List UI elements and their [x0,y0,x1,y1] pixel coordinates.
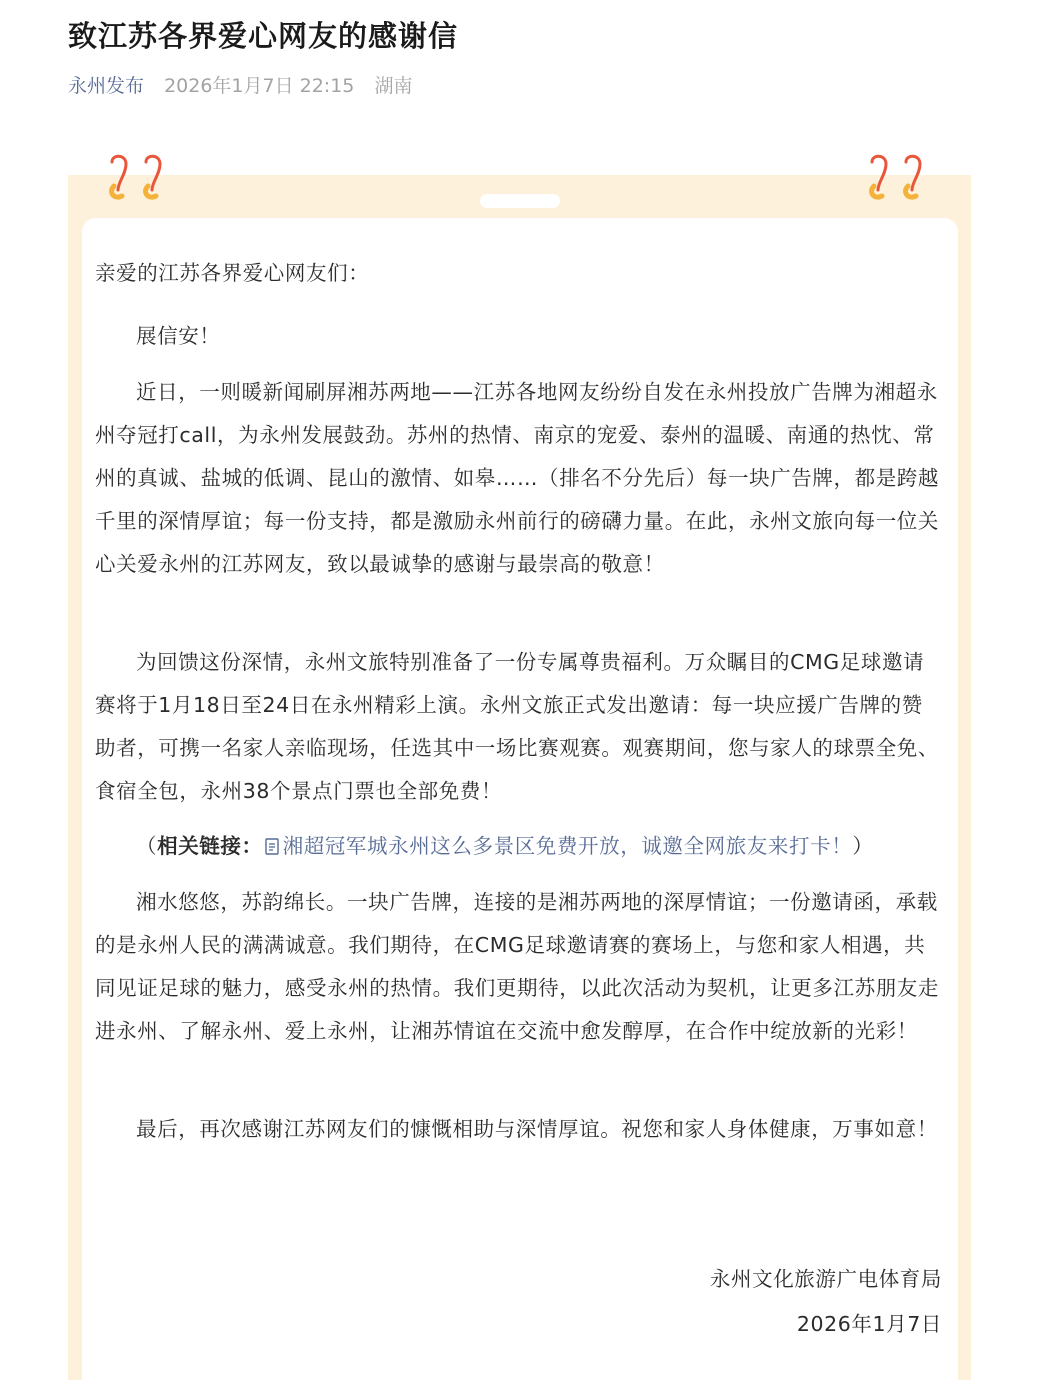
related-label: 相关链接： [157,834,263,858]
signature-org: 永州文化旅游广电体育局 [709,1267,942,1291]
paragraph-2: 为回馈这份深情，永州文旅特别准备了一份专属尊贵福利。万众瞩目的CMG足球邀请赛将于1月18日至24日在永州精彩上演。永州文旅正式发出邀请：每一块应援广告牌的赞助者，可携一名家人亲临现场，任选其中一场比赛观赛。观赛期间，您与家人的球票全免、食宿全包，永州38个景点门票也全部免费！ [95,650,939,803]
related-open-paren: （ [136,834,158,858]
related-article-link[interactable]: 湘超冠军城永州这么多景区免费开放，诚邀全网旅友来打卡！ [282,834,853,858]
author-link[interactable]: 永州发布 [68,75,145,97]
paragraph-4: 最后，再次感谢江苏网友们的慷慨相助与深情厚谊。祝您和家人身体健康，万事如意！ [136,1117,938,1141]
paragraph-1: 近日，一则暖新闻刷屏湘苏两地——江苏各地网友纷纷自发在永州投放广告牌为湘超永州夺冠打call，为永州发展鼓劲。苏州的热情、南京的宠爱、泰州的温暖、南通的热忱、常州的真诚、盐城的低调、昆山的激情、如皋……（排名不分先后）每一块广告牌，都是跨越千里的深情厚谊；每一份支持，都是激励永州前行的磅礴力量。在此，永州文旅向每一位关心关爱永州的江苏网友，致以最诚挚的感谢与最崇高的敬意！ [95,380,939,576]
article-meta [68,71,412,98]
related-link-line [95,825,943,868]
publish-location: 湖南 [374,75,413,97]
frame-notch [480,194,560,208]
signature-date: 2026年1月7日 [796,1312,942,1336]
binder-hook-icon [864,152,934,202]
article-title: 致江苏各界爱心网友的感谢信 [68,19,459,53]
publish-date: 2026年1月7日 22:15 [164,75,355,97]
letter-salutation: 展信安！ [136,324,221,348]
paragraph-3: 湘水悠悠，苏韵绵长。一块广告牌，连接的是湘苏两地的深厚情谊；一份邀请函，承载的是永州人民的满满诚意。我们期待，在CMG足球邀请赛的赛场上，与您和家人相遇，共同见证足球的魅力，感受永州的热情。我们更期待，以此次活动为契机，让更多江苏朋友走进永州、了解永州、爱上永州，让湘苏情谊在交流中愈发醇厚，在合作中绽放新的光彩！ [95,890,939,1043]
document-icon [265,838,279,855]
related-close-paren: ） [852,834,874,858]
letter-greeting: 亲爱的江苏各界爱心网友们： [95,261,370,285]
binder-hook-icon [104,152,174,202]
